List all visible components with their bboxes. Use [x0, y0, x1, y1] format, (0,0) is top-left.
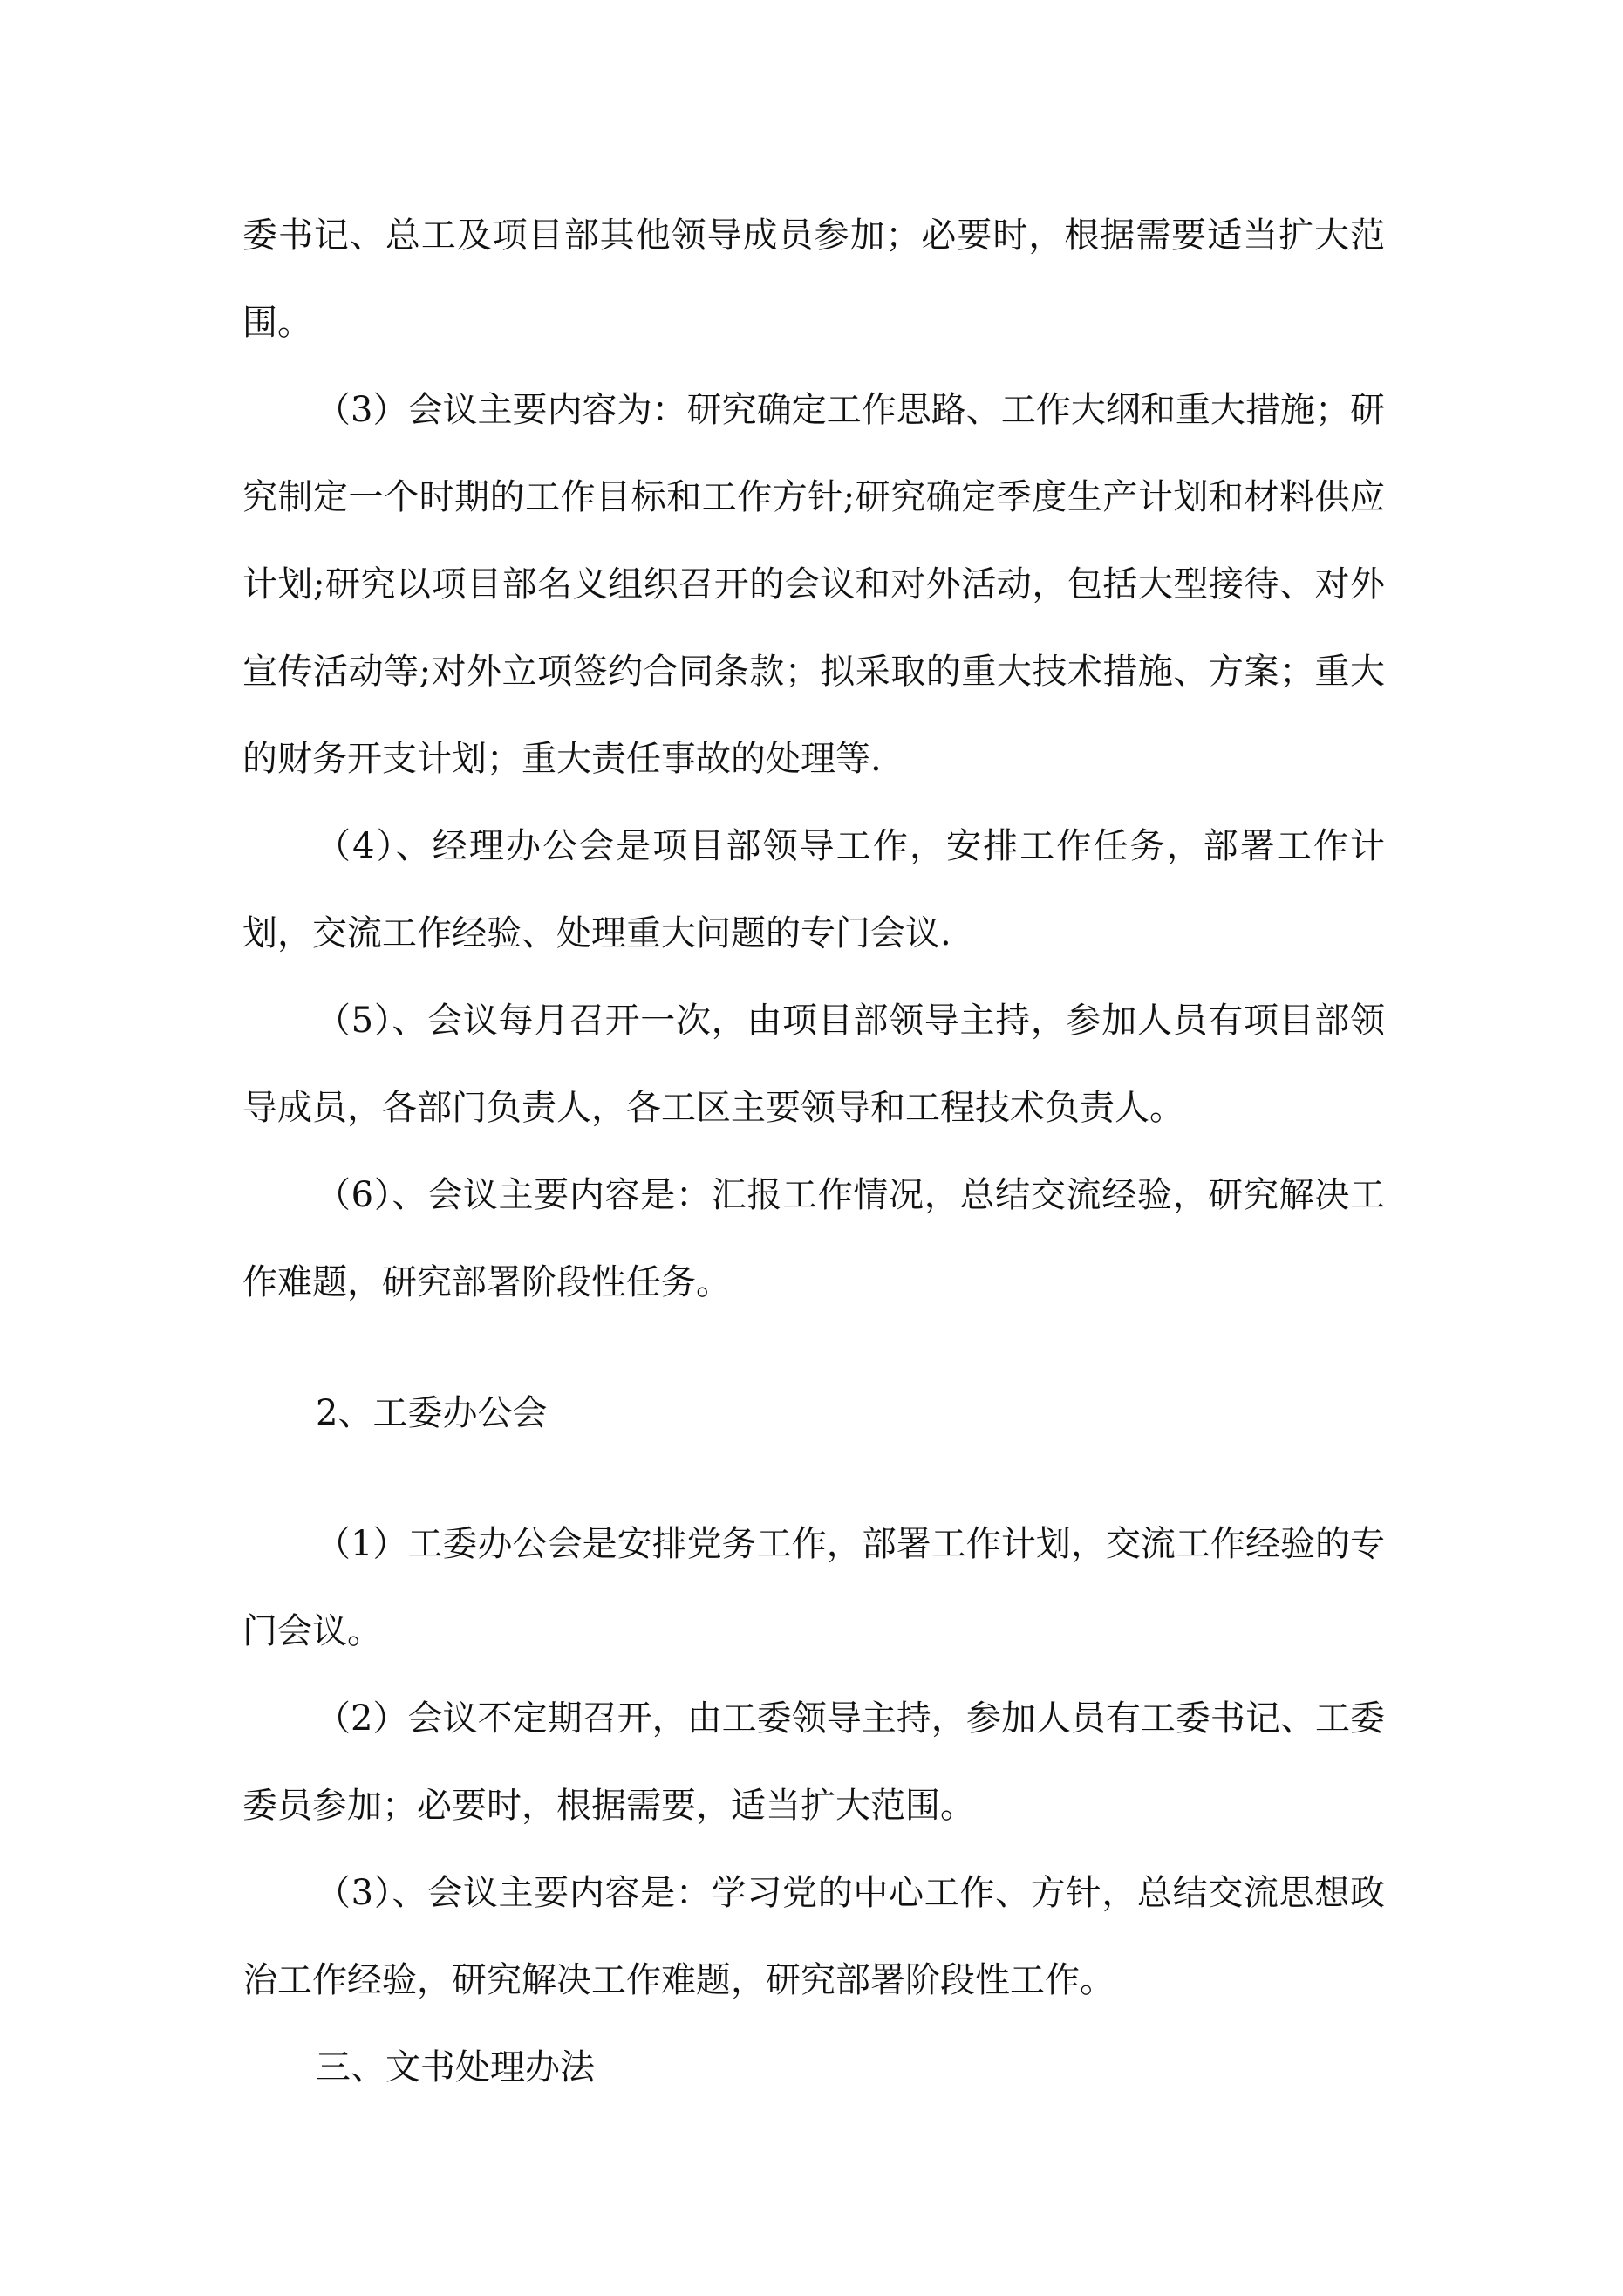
- paragraph-continuation: 委书记、总工及项目部其他领导成员参加；必要时，根据需要适当扩大范围。: [242, 215, 1385, 343]
- paragraph-committee-item-1: （1）工委办公会是安排党务工作，部署工作计划，交流工作经验的专门会议。: [242, 1524, 1385, 1651]
- paragraph-item-5-monthly-meeting: （5）、会议每月召开一次，由项目部领导主持，参加人员有项目部领导成员，各部门负责人，各工区主要领导和工程技术负责人。: [242, 1001, 1385, 1128]
- paragraph-committee-item-3: （3）、会议主要内容是：学习党的中心工作、方针，总结交流思想政治工作经验，研究解决工作难题，研究部署阶段性工作。: [242, 1873, 1385, 2000]
- section-heading-committee-meeting: 2、工委办公会: [316, 1393, 548, 1433]
- section-heading-document-handling: 三、文书处理办法: [316, 2047, 595, 2088]
- paragraph-committee-item-2: （2）会议不定期召开，由工委领导主持，参加人员有工委书记、工委委员参加；必要时，根据需要，适当扩大范围。: [242, 1698, 1385, 1826]
- document-body: [242, 192, 1385, 2111]
- paragraph-item-3-meeting-content: （3）会议主要内容为：研究确定工作思路、工作大纲和重大措施；研究制定一个时期的工作目标和工作方针;研究确定季度生产计划和材料供应计划;研究以项目部名义组织召开的会议和对外活动，包括大型接待、对外宣传活动等;对外立项签约合同条款；拟采取的重大技术措施、方案；重大的财务开支计划；重大责任事故的处理等.: [242, 390, 1385, 779]
- paragraph-item-4-manager-meeting: （4）、经理办公会是项目部领导工作，安排工作任务，部署工作计划，交流工作经验、处理重大问题的专门会议.: [242, 826, 1385, 953]
- paragraph-item-6-meeting-content: （6）、会议主要内容是：汇报工作情况，总结交流经验，研究解决工作难题，研究部署阶段性任务。: [242, 1175, 1385, 1302]
